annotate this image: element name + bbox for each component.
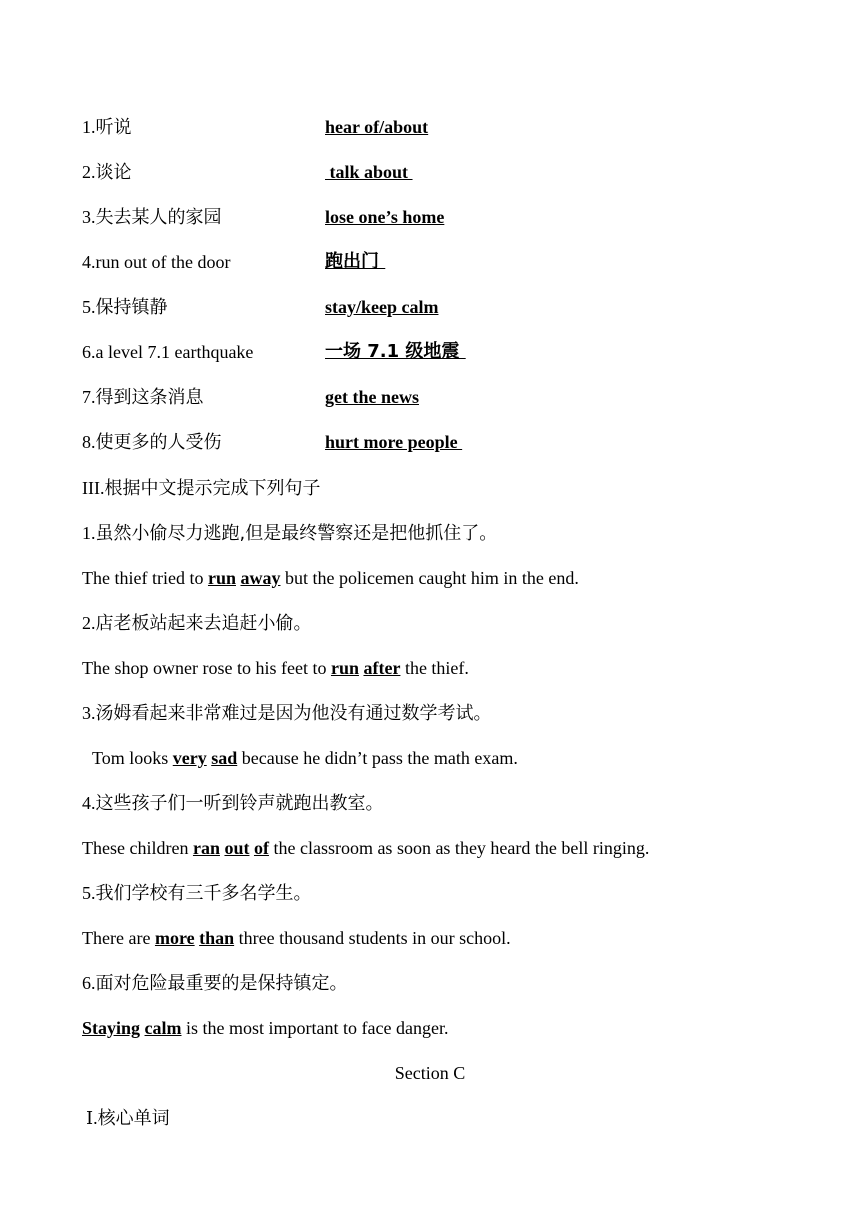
- phrase-answer: 跑出门: [325, 251, 386, 272]
- answer-blank: calm: [144, 1018, 182, 1038]
- phrase-row: [82, 114, 782, 140]
- phrase-answer: hurt more people: [325, 432, 463, 452]
- sentence-answer: Staying calm is the most important to face danger.: [82, 1018, 449, 1038]
- section-title: 核心单词: [97, 1108, 170, 1129]
- section-number: III.: [82, 478, 105, 498]
- section-c-title: Section C: [394, 1063, 466, 1083]
- phrase-prompt: a level 7.1 earthquake: [95, 342, 254, 362]
- sentence-prompt: 4.这些孩子们一听到铃声就跑出教室。: [82, 793, 384, 814]
- sentence-answer: There are more than three thousand students in our school.: [82, 928, 511, 948]
- phrase-prompt: 得到这条消息: [95, 387, 204, 408]
- phrase-answer: lose one’s home: [325, 207, 445, 227]
- answer-blank: after: [363, 658, 401, 678]
- sentence-prompt: 2.店老板站起来去追赶小偷。: [82, 613, 312, 634]
- phrase-number: 2.: [82, 162, 96, 182]
- answer-blank: out: [224, 838, 250, 858]
- sentence-answer: The shop owner rose to his feet to run after the thief.: [82, 658, 469, 678]
- phrase-row: [82, 384, 782, 410]
- phrase-prompt: 失去某人的家园: [95, 207, 222, 228]
- answer-blank: run: [330, 658, 359, 678]
- answer-blank: away: [240, 568, 281, 588]
- phrase-number: 6.: [82, 342, 96, 362]
- phrase-number: 1.: [82, 117, 96, 137]
- phrase-answer: hear of/about: [325, 117, 429, 137]
- phrase-number: 7.: [82, 387, 96, 407]
- phrase-prompt: 听说: [95, 117, 132, 138]
- phrase-number: 5.: [82, 297, 96, 317]
- phrase-prompt: run out of the door: [95, 252, 231, 272]
- sentence-answer: Tom looks very sad because he didn’t pass the math exam.: [92, 748, 518, 768]
- phrase-number: 4.: [82, 252, 96, 272]
- phrase-prompt: 保持镇静: [95, 297, 168, 318]
- phrase-answer: talk about: [325, 162, 413, 182]
- phrase-answer: get the news: [325, 387, 419, 407]
- phrase-answer: 一场 7.1 级地震: [325, 341, 466, 362]
- phrase-row: [82, 249, 782, 275]
- phrase-row: [82, 294, 782, 320]
- answer-blank: run: [207, 568, 236, 588]
- phrase-number: 8.: [82, 432, 96, 452]
- section-number: Ⅰ.: [86, 1108, 98, 1128]
- sentence-prompt: 6.面对危险最重要的是保持镇定。: [82, 973, 348, 994]
- phrase-row: [82, 204, 782, 230]
- answer-blank: very: [172, 748, 207, 768]
- phrase-row: [82, 429, 782, 455]
- section-title: 根据中文提示完成下列句子: [104, 478, 321, 499]
- section-heading: [82, 476, 320, 501]
- answer-blank: more: [154, 928, 195, 948]
- phrase-number: 3.: [82, 207, 96, 227]
- sentence-prompt: 5.我们学校有三千多名学生。: [82, 883, 312, 904]
- answer-blank: sad: [211, 748, 238, 768]
- answer-blank: Staying: [82, 1018, 141, 1038]
- section-heading: [86, 1106, 170, 1131]
- sentence-answer: The thief tried to run away but the policemen caught him in the end.: [82, 568, 579, 588]
- sentence-prompt: 1.虽然小偷尽力逃跑,但是最终警察还是把他抓住了。: [82, 523, 498, 544]
- phrase-prompt: 使更多的人受伤: [95, 432, 222, 453]
- sentence-prompt: 3.汤姆看起来非常难过是因为他没有通过数学考试。: [82, 703, 492, 724]
- answer-blank: of: [253, 838, 269, 858]
- answer-blank: than: [199, 928, 235, 948]
- phrase-row: [82, 339, 782, 365]
- phrase-prompt: 谈论: [95, 162, 132, 183]
- sentence-answer: These children ran out of the classroom as soon as they heard the bell ringing.: [82, 838, 650, 858]
- phrase-answer: stay/keep calm: [325, 297, 439, 317]
- phrase-row: [82, 159, 782, 185]
- answer-blank: ran: [192, 838, 220, 858]
